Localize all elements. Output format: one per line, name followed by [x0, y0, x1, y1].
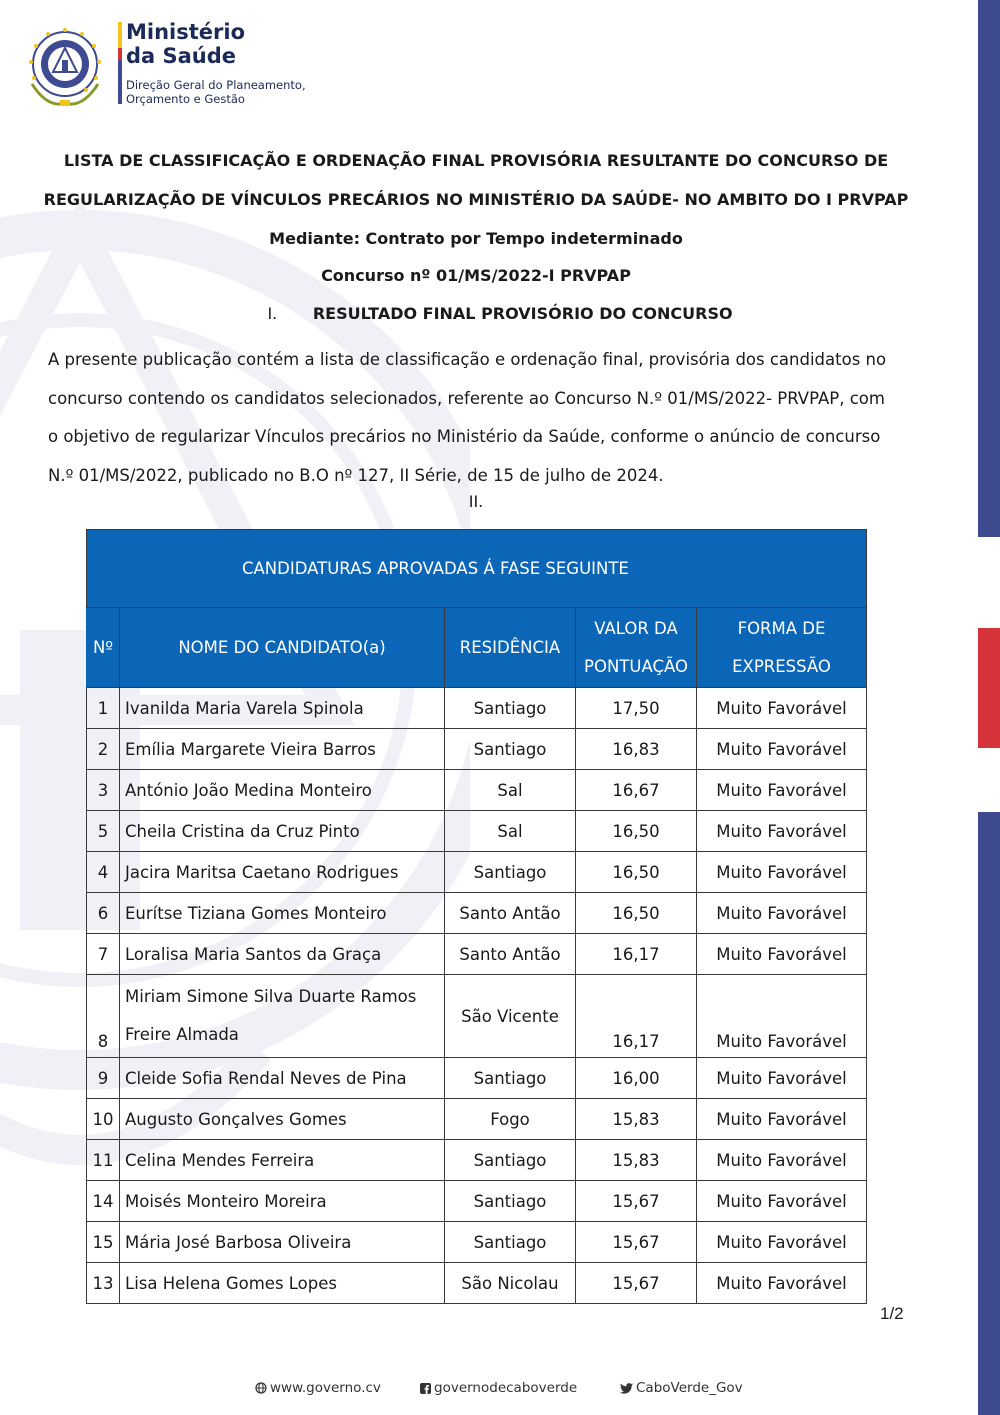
footer-facebook-link[interactable]: [420, 1380, 577, 1396]
cell-residence: São Nicolau: [445, 1263, 576, 1304]
cell-expression: Muito Favorável: [697, 975, 867, 1058]
cell-num: 9: [87, 1058, 120, 1099]
cell-residence: Santiago: [445, 1222, 576, 1263]
table-row: [87, 1099, 867, 1140]
col-header-score-line2: PONTUAÇÃO: [584, 656, 688, 676]
cell-name: Mária José Barbosa Oliveira: [120, 1222, 445, 1263]
cell-residence: Sal: [445, 770, 576, 811]
title-line-3: Mediante: Contrato por Tempo indeterminado: [269, 229, 683, 248]
cell-num: 13: [87, 1263, 120, 1304]
cell-score: 16,67: [576, 770, 697, 811]
side-bar-red: [978, 628, 1000, 748]
globe-icon: [255, 1382, 267, 1394]
cell-residence: Santiago: [445, 1140, 576, 1181]
page-number: 1/2: [880, 1304, 904, 1323]
side-bar-blue-bottom: [978, 812, 1000, 1415]
cell-name-line1: Miriam Simone Silva Duarte Ramos: [125, 987, 417, 1006]
footer-facebook-text: governodecaboverde: [434, 1380, 578, 1396]
table-row: [87, 1140, 867, 1181]
intro-paragraph: [48, 341, 908, 495]
cell-expression: Muito Favorável: [697, 893, 867, 934]
cell-num: 15: [87, 1222, 120, 1263]
table-row: [87, 770, 867, 811]
title-line-1: LISTA DE CLASSIFICAÇÃO E ORDENAÇÃO FINAL PROVISÓRIA RESULTANTE DO CONCURSO DE: [63, 151, 889, 170]
cell-num: 10: [87, 1099, 120, 1140]
section-1-title: RESULTADO FINAL PROVISÓRIO DO CONCURSO: [312, 304, 733, 323]
twitter-bird-icon: [620, 1383, 633, 1394]
cell-num: 11: [87, 1140, 120, 1181]
cell-residence: Santo Antão: [445, 893, 576, 934]
cell-name: Cleide Sofia Rendal Neves de Pina: [120, 1058, 445, 1099]
table-row: [87, 811, 867, 852]
cell-name: [120, 975, 445, 1058]
paragraph-line: N.º 01/MS/2022, publicado no B.O nº 127, II Série, de 15 de julho de 2024.: [48, 465, 664, 485]
col-header-name: NOME DO CANDIDATO(a): [120, 608, 445, 688]
section-2-number: II.: [468, 492, 484, 511]
table-row: [87, 1058, 867, 1099]
cell-residence: Santiago: [445, 1181, 576, 1222]
cell-expression: Muito Favorável: [697, 688, 867, 729]
table-row: [87, 893, 867, 934]
table-banner: CANDIDATURAS APROVADAS Á FASE SEGUINTE: [87, 530, 867, 608]
ministry-name-line1: Ministério: [126, 20, 246, 44]
cell-score: 17,50: [576, 688, 697, 729]
cell-num: 6: [87, 893, 120, 934]
cell-name: Cheila Cristina da Cruz Pinto: [120, 811, 445, 852]
department-name-line2: Orçamento e Gestão: [126, 92, 245, 106]
section-1-heading: [0, 304, 1000, 323]
cabo-verde-seal-logo: [22, 24, 108, 110]
paragraph-line: concurso contendo os candidatos selecionados, referente ao Concurso N.º 01/MS/2022- PRVPAP, com: [48, 388, 885, 408]
footer-website-link[interactable]: [255, 1380, 381, 1396]
ministry-name-line2: da Saúde: [126, 44, 237, 68]
cell-score: 15,67: [576, 1263, 697, 1304]
cell-residence: Santiago: [445, 688, 576, 729]
cell-score: 16,50: [576, 893, 697, 934]
footer-twitter-link[interactable]: [620, 1380, 743, 1396]
cell-name: Loralisa Maria Santos da Graça: [120, 934, 445, 975]
table-row: [87, 1263, 867, 1304]
cell-name: Augusto Gonçalves Gomes: [120, 1099, 445, 1140]
cell-residence: Santiago: [445, 729, 576, 770]
cell-num: 1: [87, 688, 120, 729]
cell-residence: Sal: [445, 811, 576, 852]
footer-website-text: www.governo.cv: [270, 1380, 381, 1396]
title-line-4: Concurso nº 01/MS/2022-I PRVPAP: [321, 266, 631, 285]
cell-score: 16,17: [576, 975, 697, 1058]
cell-num: 14: [87, 1181, 120, 1222]
cell-name: Moisés Monteiro Moreira: [120, 1181, 445, 1222]
cell-expression: Muito Favorável: [697, 729, 867, 770]
cell-num: 3: [87, 770, 120, 811]
cell-num: 7: [87, 934, 120, 975]
col-header-score: [576, 608, 697, 688]
paragraph-line: o objetivo de regularizar Vínculos precários no Ministério da Saúde, conforme o anúncio de concurso: [48, 427, 881, 446]
col-header-expression-line1: FORMA DE: [737, 618, 826, 638]
cell-num: 8: [87, 975, 120, 1058]
cell-expression: Muito Favorável: [697, 811, 867, 852]
col-header-num: Nº: [87, 608, 120, 688]
cell-score: 16,17: [576, 934, 697, 975]
cell-num: 4: [87, 852, 120, 893]
cell-expression: Muito Favorável: [697, 1099, 867, 1140]
cell-residence: Santiago: [445, 852, 576, 893]
side-bar-blue-top: [978, 0, 1000, 537]
cell-expression: Muito Favorável: [697, 1181, 867, 1222]
table-row: [87, 934, 867, 975]
col-header-residence: RESIDÊNCIA: [445, 608, 576, 688]
ministry-name: [126, 20, 245, 68]
col-header-expression: [697, 608, 867, 688]
cell-score: 16,83: [576, 729, 697, 770]
department-name: [126, 78, 306, 106]
footer-twitter-text: CaboVerde_Gov: [636, 1380, 743, 1396]
cell-score: 15,83: [576, 1140, 697, 1181]
cell-num: 5: [87, 811, 120, 852]
cell-expression: Muito Favorável: [697, 934, 867, 975]
department-name-line1: Direção Geral do Planeamento,: [126, 78, 306, 92]
cell-expression: Muito Favorável: [697, 770, 867, 811]
cell-name: Ivanilda Maria Varela Spinola: [120, 688, 445, 729]
cell-expression: Muito Favorável: [697, 1058, 867, 1099]
cell-residence: Santiago: [445, 1058, 576, 1099]
title-line-2: REGULARIZAÇÃO DE VÍNCULOS PRECÁRIOS NO MINISTÉRIO DA SAÚDE- NO AMBITO DO I PRVPAP: [43, 190, 909, 209]
col-header-score-line1: VALOR DA: [594, 618, 678, 638]
cell-score: 15,83: [576, 1099, 697, 1140]
cell-residence: São Vicente: [445, 975, 576, 1058]
cell-score: 16,00: [576, 1058, 697, 1099]
cell-expression: Muito Favorável: [697, 1140, 867, 1181]
table-row: [87, 1222, 867, 1263]
cell-name: Celina Mendes Ferreira: [120, 1140, 445, 1181]
cell-name: António João Medina Monteiro: [120, 770, 445, 811]
cell-num: 2: [87, 729, 120, 770]
cell-score: 16,50: [576, 811, 697, 852]
cell-name: Lisa Helena Gomes Lopes: [120, 1263, 445, 1304]
table-row: [87, 688, 867, 729]
results-table: [86, 529, 867, 1304]
cell-residence: Santo Antão: [445, 934, 576, 975]
cell-name: Eurítse Tiziana Gomes Monteiro: [120, 893, 445, 934]
table-row: [87, 852, 867, 893]
cell-expression: Muito Favorável: [697, 852, 867, 893]
section-1-number: I.: [267, 304, 278, 323]
cell-name: Jacira Maritsa Caetano Rodrigues: [120, 852, 445, 893]
cell-score: 16,50: [576, 852, 697, 893]
cell-score: 15,67: [576, 1222, 697, 1263]
cell-expression: Muito Favorável: [697, 1222, 867, 1263]
brand-divider: [118, 22, 122, 104]
cell-name: Emília Margarete Vieira Barros: [120, 729, 445, 770]
table-row: [87, 975, 867, 1058]
paragraph-line: A presente publicação contém a lista de classificação e ordenação final, provisória dos candidatos no: [48, 350, 887, 369]
table-row: [87, 1181, 867, 1222]
facebook-icon: [420, 1383, 431, 1394]
col-header-expression-line2: EXPRESSÃO: [732, 656, 831, 676]
cell-score: 15,67: [576, 1181, 697, 1222]
cell-residence: Fogo: [445, 1099, 576, 1140]
cell-expression: Muito Favorável: [697, 1263, 867, 1304]
cell-name-line2: Freire Almada: [125, 1025, 239, 1044]
table-row: [87, 729, 867, 770]
